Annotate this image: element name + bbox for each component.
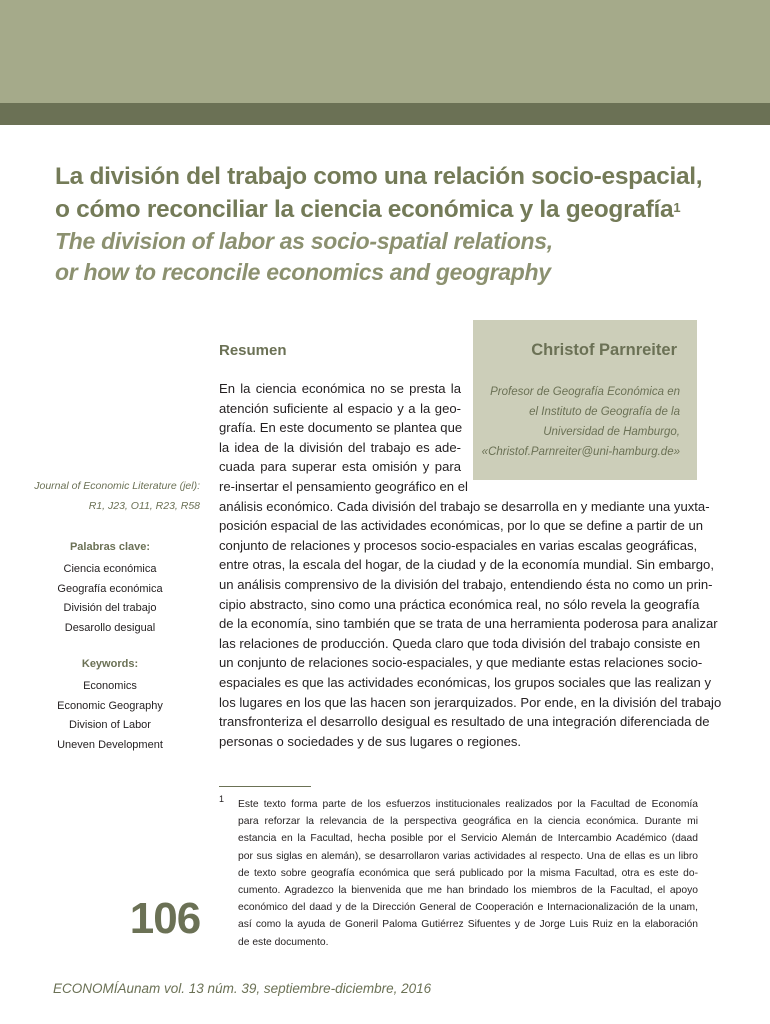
journal-brand: ECONOMÍAunam [53,981,161,996]
abstract-line: conjunto de relaciones y procesos socio-espaciales en varias escalas geográficas, [219,537,698,553]
affiliation-line: el Instituto de Geografía de la [529,406,680,418]
footnote-divider [219,786,311,787]
header-band-dark [0,103,770,125]
keywords-heading: Keywords: [81,658,139,670]
abstract-line: personas o sociedades y de sus lugares o regiones. [219,733,522,749]
article-title-en [55,226,755,288]
keyword-en: Uneven Development [57,738,163,751]
journal-issue: vol. 13 núm. 39, septiembre-diciembre, 2016 [160,981,432,996]
keyword-es: División del trabajo [63,602,157,614]
title-footnote-mark[interactable]: 1 [673,200,681,215]
keyword-en: Division of Labor [69,719,151,731]
header-band [0,0,770,103]
footnote-line: así como la ayuda de Goneril Paloma Gutiérrez Sifuentes y de Jorge Luis Ruiz en la elaboración [238,919,698,931]
keywords-block [45,657,175,755]
abstract-line: la idea de la división del trabajo es ade- [219,439,461,455]
abstract-line: los lugares en los que las hacen son jerarquizados. Por ende, en la división del trabajo [219,694,722,710]
author-name: Christof Parnreiter [531,341,677,359]
footnote-line: para reforzar la relevancia de la perspectiva geográfica en la ciencia económica. Durante mi [238,816,698,828]
footnote-line: de texto sobre geografía económica que será publicado por la misma Facultad, otra es este do- [238,867,698,879]
palabras-clave-block [45,540,175,638]
abstract-line: un conjunto de relaciones socio-espaciales, y que mediante estas relaciones socio- [219,655,703,671]
jel-codes: R1, J23, O11, R23, R58 [88,500,200,512]
abstract-line: transfronteriza el desarrollo desigual es resultado de una integración diferenciada de [219,714,710,730]
title-en-line-1: The division of labor as socio-spatial relations, [55,228,553,254]
abstract-line: de la economía, sino también que se trata de una herramienta poderosa para analizar [219,616,718,632]
abstract-line: entre otras, la escala del hogar, de la ciudad y de la economía mundial. Sin embargo, [219,557,714,573]
keyword-es: Ciencia económica [63,563,157,575]
abstract-line: En la ciencia económica no se presta la [219,381,461,396]
footnote-mark: 1 [219,794,225,804]
abstract-line: espaciales es que las actividades económicas, los grupos sociales que las realizan y [219,674,712,690]
abstract-line: análisis económico. Cada división del trabajo se desarrolla en y mediante una yuxta- [219,498,710,514]
title-es-line-2: o cómo reconciliar la ciencia económica y la geografía [55,196,674,223]
abstract-line: cuada para superar esta omisión y para [219,459,461,475]
palabras-clave-heading: Palabras clave: [69,541,151,553]
affiliation-line: Universidad de Hamburgo, [543,426,680,438]
abstract-heading: Resumen [219,342,287,359]
jel-label: Journal of Economic Literature (jel): [34,480,200,492]
journal-footer [53,981,431,996]
affiliation-line: Profesor de Geografía Económica en [490,386,680,398]
abstract-line: un análisis comprensivo de la división del trabajo, entendiendo ésta no como un prin- [219,576,713,592]
footnote-text [238,796,698,951]
keyword-en: Economic Geography [57,699,163,712]
abstract-body [219,379,722,751]
title-en-line-2: or how to reconcile economics and geography [55,259,551,285]
footnote-line: por sus siglas en alemán), se desarrollaron varias actividades al respecto. Una de ellas es un libro [238,850,698,862]
author-email[interactable]: «Christof.Parnreiter@uni-hamburg.de» [481,446,680,458]
abstract-line: las relaciones de producción. Queda claro que toda división del trabajo consiste en [219,635,701,651]
footnote-line: estancia en la Facultad, hecha posible por el Servicio Alemán de Intercambio Académico (daad [238,833,698,845]
abstract-line: re-insertar el pensamiento geográfico en el [219,478,468,494]
keyword-es: Geografía económica [57,582,163,595]
abstract-line: grafía. En este documento se plantea que [219,420,463,436]
footnote-line: Este texto forma parte de los esfuerzos institucionales realizados por la Facultad de Economía [238,799,698,810]
title-es-line-1: La división del trabajo como una relación socio-espacial, [55,163,703,190]
abstract-line: cipio abstracto, sino como una práctica económica real, no sólo revela la geografía [219,596,700,612]
abstract-line: posición espacial de las actividades económicas, por lo que se define a partir de un [219,518,704,534]
keyword-en: Economics [83,680,137,692]
keyword-es: Desarollo desigual [64,621,156,634]
footnote-line: cumento. Agradezco la bienvenida que me han brindado los miembros de la Facultad, el apoyo [238,885,698,897]
footnote-line: de este documento. [238,936,329,948]
page-number: 106 [129,894,201,943]
footnote-line: económico del daad y de la Dirección General de Cooperación e Internacionalización de la unam, [238,902,698,914]
article-title-es [55,160,755,226]
abstract-line: atención suficiente al espacio y a la geo- [219,400,461,416]
